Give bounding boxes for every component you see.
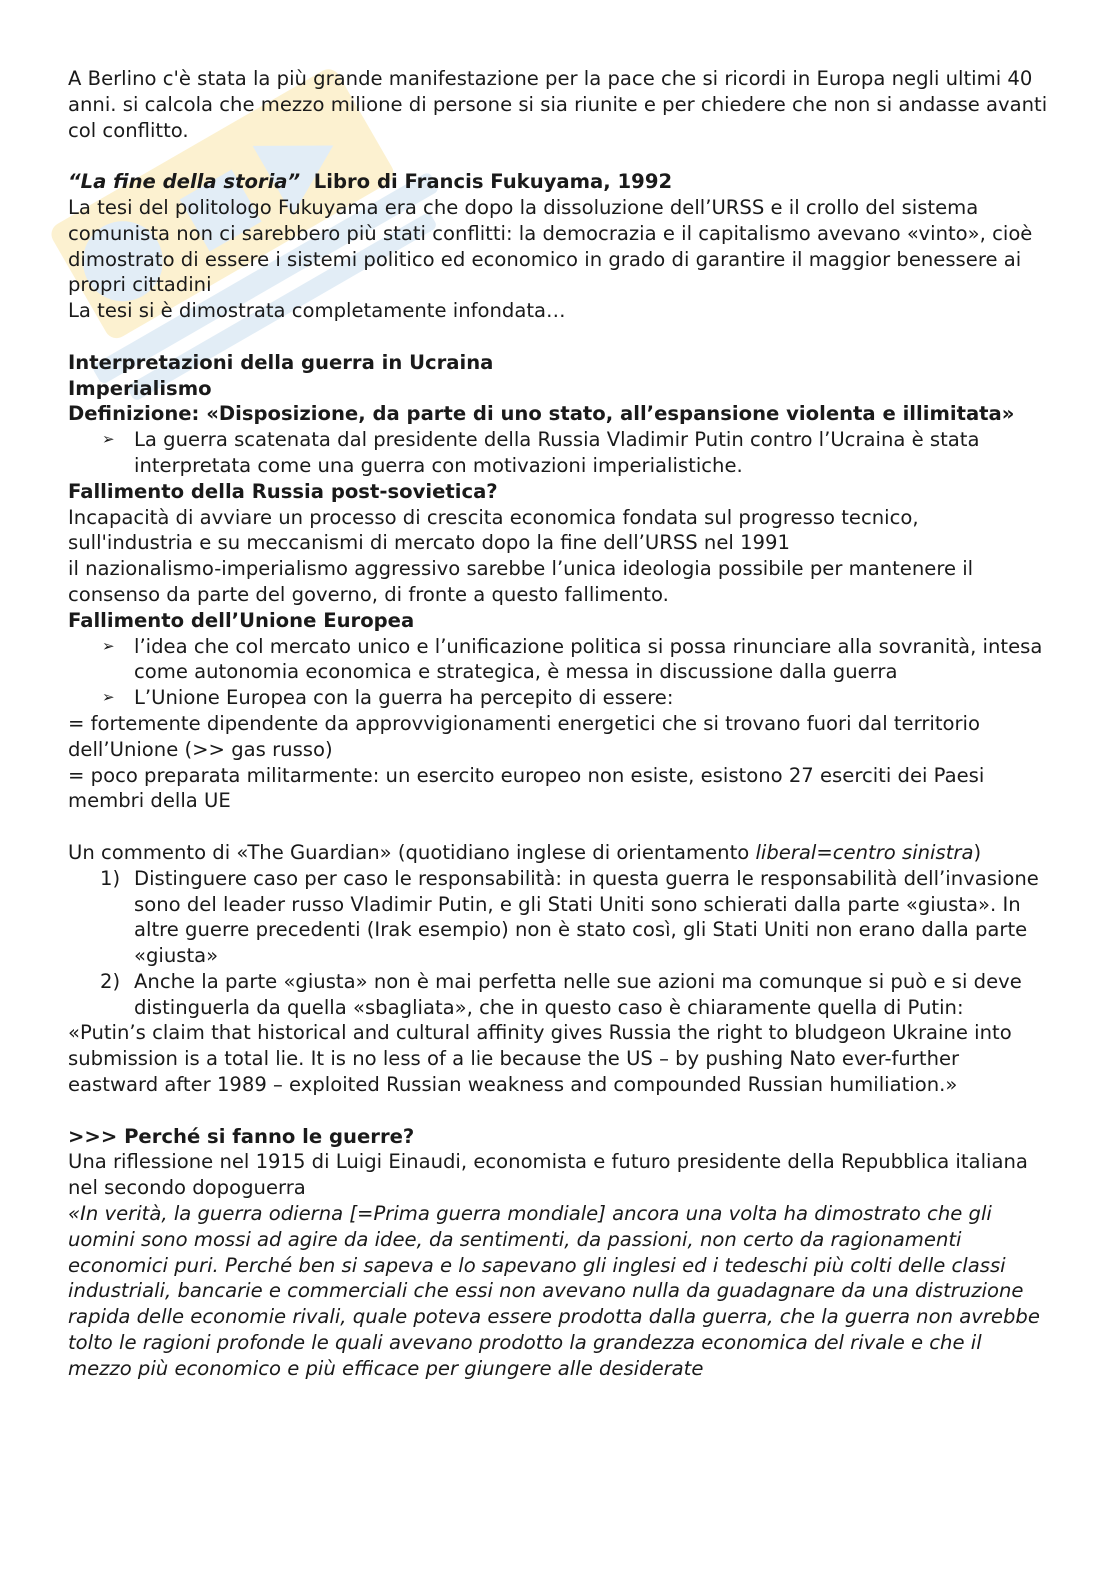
guardian-intro-end: ) — [973, 840, 982, 864]
wars-heading: >>> Perché si fanno le guerre? — [68, 1124, 415, 1148]
bullet-text: L’Unione Europea con la guerra ha percepito di essere: — [134, 686, 674, 710]
russia-line: il nazionalismo-imperialismo aggressivo sarebbe l’unica ideologia possibile per mantenere il consenso da parte del governo, di fronte a questo fallimento. — [68, 557, 974, 606]
arrow-bullet-icon: ➢ — [102, 636, 115, 655]
eu-heading: Fallimento dell’Unione Europea — [68, 608, 415, 632]
eu-line: = fortemente dipendente da approvvigionamenti energetici che si trovano fuori dal territorio dell’Unione (>> gas russo) — [68, 711, 980, 761]
bullet-text: l’idea che col mercato unico e l’unificazione politica si possa rinunciare alla sovranità, intesa come autonomia economica e strategica, è messa in discussione dalla guerra — [134, 634, 1043, 684]
guardian-intro-start: Un commento di «The Guardian» (quotidiano inglese di orientamento — [68, 840, 756, 864]
fukuyama-title-rest: Libro di Francis Fukuyama, 1992 — [313, 170, 673, 194]
eu-line: = poco preparata militarmente: un esercito europeo non esiste, esistono 27 eserciti dei Paesi membri della UE — [68, 763, 985, 813]
list-number: 1) — [100, 866, 121, 890]
bullet-item — [68, 634, 1048, 686]
guardian-intro — [68, 840, 1048, 866]
arrow-bullet-icon: ➢ — [102, 688, 115, 707]
numbered-item-text: Anche la parte «giusta» non è mai perfetta nelle sue azioni ma comunque si può e si deve distinguerla da quella «sbagliata», che in questo caso è chiaramente quella di Putin: — [134, 969, 1022, 1019]
bullet-item — [68, 685, 1048, 711]
interpretations-heading: Interpretazioni della guerra in Ucraina — [68, 350, 494, 374]
list-number: 2) — [100, 969, 121, 993]
numbered-item — [68, 969, 1048, 1021]
fukuyama-conclusion: La tesi si è dimostrata completamente infondata… — [68, 299, 566, 323]
imperialism-definition: Definizione: «Disposizione, da parte di uno stato, all’espansione violenta e illimitata» — [68, 402, 1015, 426]
bullet-text: La guerra scatenata dal presidente della Russia Vladimir Putin contro l’Ucraina è stata interpretata come una guerra con motivazioni imperialistiche. — [134, 428, 980, 477]
numbered-item — [68, 866, 1048, 969]
intro-paragraph: A Berlino c'è stata la più grande manifestazione per la pace che si ricordi in Europa negli ultimi 40 anni. si calcola che mezzo milione di persone si sia riunite e per chiedere che non si andasse avanti col conflitto. — [68, 67, 1048, 142]
guardian-intro-italic: liberal=centro sinistra — [755, 840, 974, 864]
einaudi-quote: «In verità, la guerra odierna [=Prima guerra mondiale] ancora una volta ha dimostrato che gli uomini sono mossi ad agire da idee, da sentimenti, da passioni, non certo da ragionamenti economici puri. Perché ben si sapeva e lo sapevano gli inglesi ed i tedeschi più colti delle classi industriali, bancarie e commerciali che essi non avevano nulla da guadagnare da una distruzione rapida delle economie rivali, quale poteva essere prodotta dalla guerra, che la guerra non avrebbe tolto le ragioni profonde le quali avevano prodotto la grandezza economica del rivale e che il mezzo più economico e più efficace per giungere alle desiderate — [68, 1202, 1040, 1380]
imperialism-heading: Imperialismo — [68, 376, 212, 400]
guardian-quote: «Putin’s claim that historical and cultural affinity gives Russia the right to bludgeon Ukraine into submission is a total lie. It is no less of a lie because the US – by pushing Nato ever-further eastward after 1989 – exploited Russian weakness and compounded Russian humiliation.» — [68, 1021, 1012, 1097]
fukuyama-body: La tesi del politologo Fukuyama era che dopo la dissoluzione dell’URSS e il crollo del sistema comunista non ci sarebbero più stati conflitti: la democrazia e il capitalismo avevano «vinto», cioè dimostrato di essere i sistemi politico ed economico in grado di garantire il maggior benessere ai propri cittadini — [68, 195, 1033, 297]
numbered-item-text: Distinguere caso per caso le responsabilità: in questa guerra le responsabilità dell’invasione sono del leader russo Vladimir Putin, e gli Stati Uniti sono schierati dalla parte «giusta». In altre guerre precedenti (Irak esempio) non è stato così, gli Stati Uniti non erano dalla parte «giusta» — [134, 866, 1039, 968]
bullet-item — [68, 427, 1048, 479]
russia-heading: Fallimento della Russia post-sovietica? — [68, 479, 498, 503]
russia-line: Incapacità di avviare un processo di crescita economica fondata sul progresso tecnico, sull'industria e su meccanismi di mercato dopo la fine dell’URSS nel 1991 — [68, 505, 919, 555]
arrow-bullet-icon: ➢ — [102, 430, 115, 449]
fukuyama-title — [68, 169, 1048, 195]
wars-intro: Una riflessione nel 1915 di Luigi Einaudi, economista e futuro presidente della Repubblica italiana nel secondo dopoguerra — [68, 1150, 1028, 1200]
document-body — [68, 66, 1048, 1382]
fukuyama-title-italic: “La fine della storia” — [68, 170, 301, 194]
